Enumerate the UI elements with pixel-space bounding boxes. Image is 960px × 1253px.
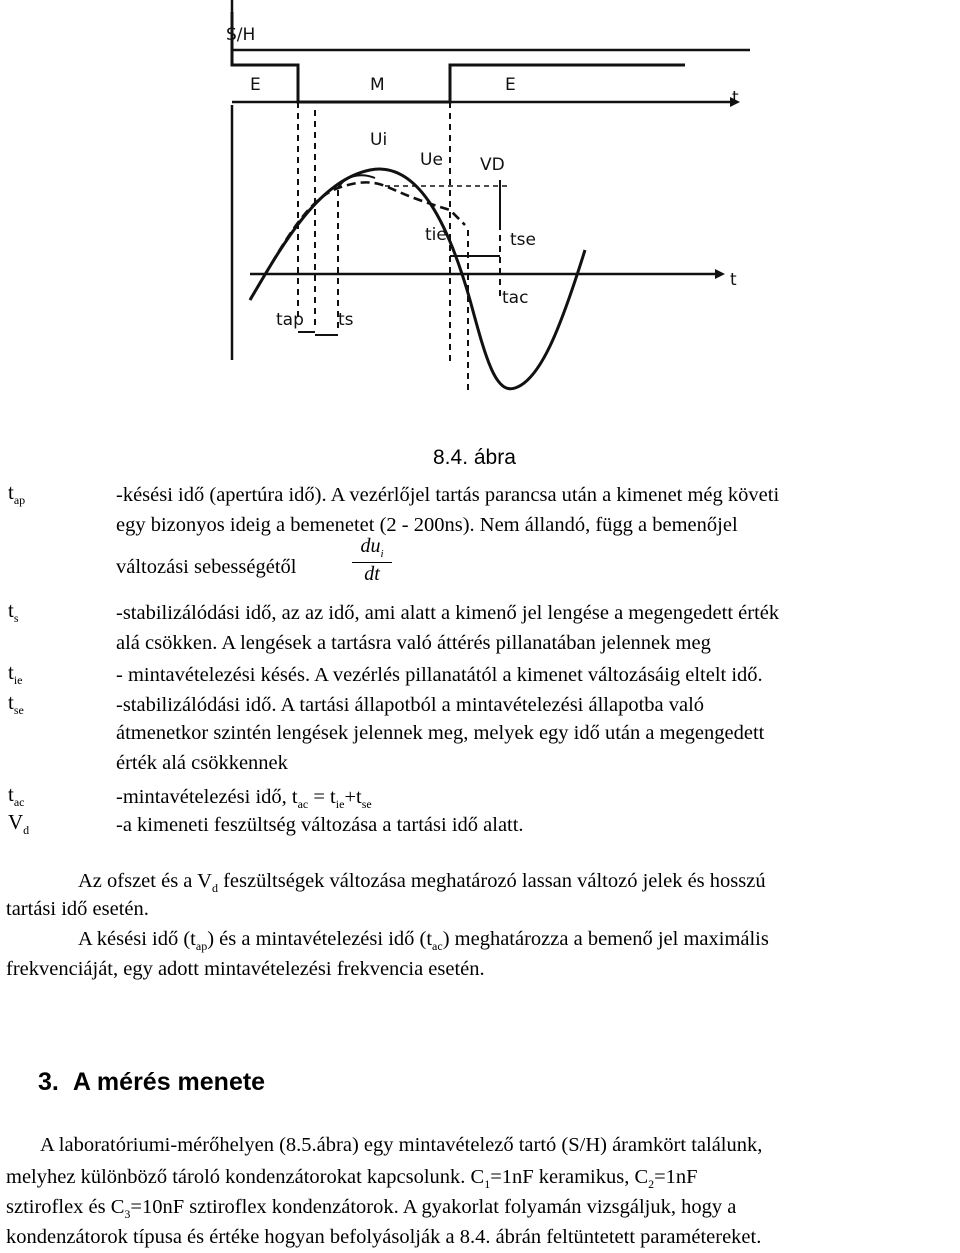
label-tac: tac <box>502 288 529 308</box>
def-tap-line1: -késési idő (apertúra idő). A vezérlőjel tartás parancsa után a kimenet még követi <box>116 484 780 506</box>
term-tac: $t_{ac}$ <box>8 782 25 810</box>
label-ue: Ue <box>420 150 443 170</box>
lab-line4: kondenzátorok típusa és értéke hogyan befolyásolják a 8.4. ábrán feltüntetett paramétereket. <box>6 1226 762 1248</box>
label-e1: E <box>250 75 261 95</box>
label-t1: t <box>732 88 739 108</box>
term-vd: $V_d$ <box>8 810 30 838</box>
term-ts: $t_s$ <box>8 598 19 626</box>
def-tie-line1: - mintavételezési késés. A vezérlés pillanatától a kimenet változásáig eltelt idő. <box>116 664 763 686</box>
label-ui: Ui <box>370 130 388 150</box>
section-heading: 3. A mérés menete <box>38 1068 266 1096</box>
arrow-2 <box>715 269 725 279</box>
paragraph-delay: A késési idő $(t_{ap})$ és a mintavételezési idő $(t_{ac})$ meghatározza a bemenő jel maximális <box>78 928 769 954</box>
label-e2: E <box>505 75 516 95</box>
paragraph-offset: Az ofszet és a $V_d$ feszültségek változása meghatározó lassan változó jelek és hosszú <box>78 870 766 896</box>
lab-line1: A laboratóriumi-mérőhelyen (8.5.ábra) egy mintavételező tartó (S/H) áramkört találunk, <box>40 1134 763 1156</box>
term-tse: $t_{se}$ <box>8 690 24 718</box>
label-tap: tap <box>276 310 304 330</box>
lab-line3: sztiroflex és $C_3=10nF$ sztiroflex kondenzátorok. A gyakorlat folyamán vizsgáljuk, hogy a <box>6 1196 737 1222</box>
def-ts-line2: alá csökken. A lengések a tartásra való áttérés pillanatában jelennek meg <box>116 632 711 654</box>
def-tse-line3: érték alá csökkennek <box>116 752 288 774</box>
frac-denominator: dt <box>364 563 380 585</box>
label-ts: ts <box>338 310 354 330</box>
label-m: M <box>370 75 385 95</box>
label-tse: tse <box>510 230 536 250</box>
control-signal <box>232 12 685 102</box>
def-tap-line3: változási sebességétől <box>116 556 297 578</box>
input-signal-ui <box>250 169 585 389</box>
label-vd: VD <box>480 155 505 175</box>
def-tse-line1: -stabilizálódási idő. A tartási állapotból a mintavételezési állapotba való <box>116 694 705 716</box>
label-sh: S/H <box>226 25 256 45</box>
label-t2: t <box>730 270 737 290</box>
timing-diagram <box>210 0 770 415</box>
def-tac: -mintavételezési idő, $t_{ac} = t_{ie}+t_{se}$ <box>116 786 372 812</box>
def-tap-line2: egy bizonyos ideig a bemenetet (2 - 200ns). Nem állandó, függ a bemenőjel <box>116 514 738 536</box>
figure-caption: 8.4. ábra <box>433 446 516 469</box>
paragraph-offset-end: tartási idő esetén. <box>6 898 149 920</box>
label-tie: tie <box>425 225 447 245</box>
term-tap: $t_{ap}$ <box>8 480 26 508</box>
lab-line2: melyhez különböző tároló kondenzátorokat kapcsolunk. $C_1=1nF$ keramikus, $C_2=1nF$ <box>6 1166 698 1192</box>
term-tie: $t_{ie}$ <box>8 660 23 688</box>
frac-numerator: $du_i$ <box>352 535 392 563</box>
def-tse-line2: átmenetkor szintén lengések jelennek meg, melyek egy idő után a megengedett <box>116 722 765 744</box>
def-vd-line1: -a kimeneti feszültség változása a tartási idő alatt. <box>116 814 524 836</box>
timing-diagram-svg <box>210 0 770 415</box>
paragraph-delay-end: frekvenciáját, egy adott mintavételezési frekvencia esetén. <box>6 958 485 980</box>
derivative-fraction <box>352 535 392 586</box>
def-ts-line1: -stabilizálódási idő, az az idő, ami alatt a kimenő jel lengése a megengedett érték <box>116 602 780 624</box>
